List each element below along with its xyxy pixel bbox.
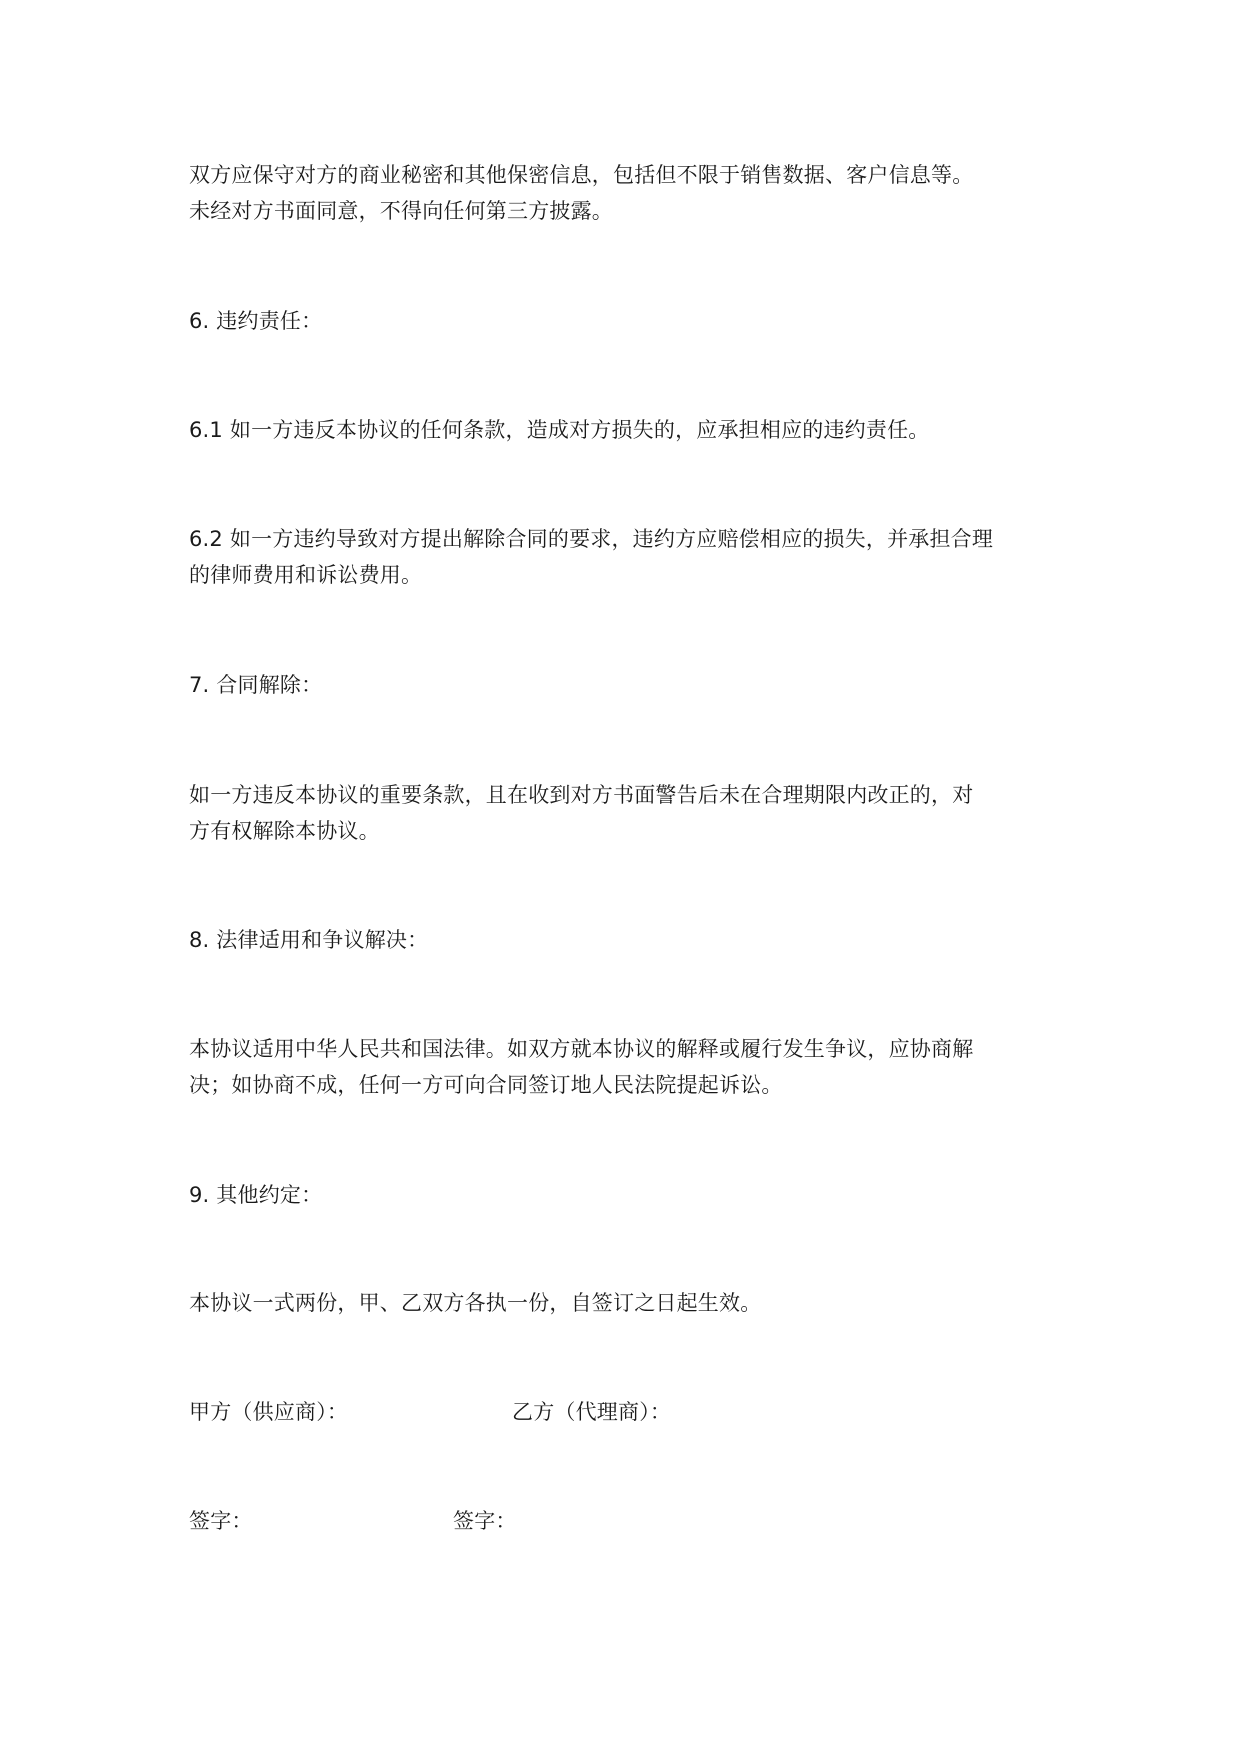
section-7-line-1: 如一方违反本协议的重要条款，且在收到对方书面警告后未在合理期限内改正的，对 [189, 783, 974, 807]
section-9-heading: 9. 其他约定： [189, 1183, 323, 1207]
clause-6-2-line-1: 6.2 如一方违约导致对方提出解除合同的要求，违约方应赔偿相应的损失，并承担合理 [189, 527, 994, 551]
section-8-line-1: 本协议适用中华人民共和国法律。如双方就本协议的解释或履行发生争议，应协商解 [189, 1037, 974, 1061]
section-8-line-2: 决；如协商不成，任何一方可向合同签订地人民法院提起诉讼。 [189, 1073, 783, 1097]
confidentiality-line-2: 未经对方书面同意，不得向任何第三方披露。 [189, 199, 613, 223]
section-8-heading: 8. 法律适用和争议解决： [189, 928, 429, 952]
party-b-signature-label: 签字： [453, 1509, 517, 1533]
party-a-signature-label: 签字： [189, 1509, 253, 1533]
section-9-text: 本协议一式两份，甲、乙双方各执一份，自签订之日起生效。 [189, 1291, 762, 1315]
confidentiality-line-1: 双方应保守对方的商业秘密和其他保密信息，包括但不限于销售数据、客户信息等。 [189, 163, 974, 187]
section-7-heading: 7. 合同解除： [189, 673, 323, 697]
party-b-label: 乙方（代理商）： [512, 1400, 672, 1424]
clause-6-2-line-2: 的律师费用和诉讼费用。 [189, 563, 423, 587]
clause-6-1: 6.1 如一方违反本协议的任何条款，造成对方损失的，应承担相应的违约责任。 [189, 418, 930, 442]
party-a-label: 甲方（供应商）： [189, 1400, 349, 1424]
section-7-line-2: 方有权解除本协议。 [189, 819, 380, 843]
section-6-heading: 6. 违约责任： [189, 309, 323, 333]
